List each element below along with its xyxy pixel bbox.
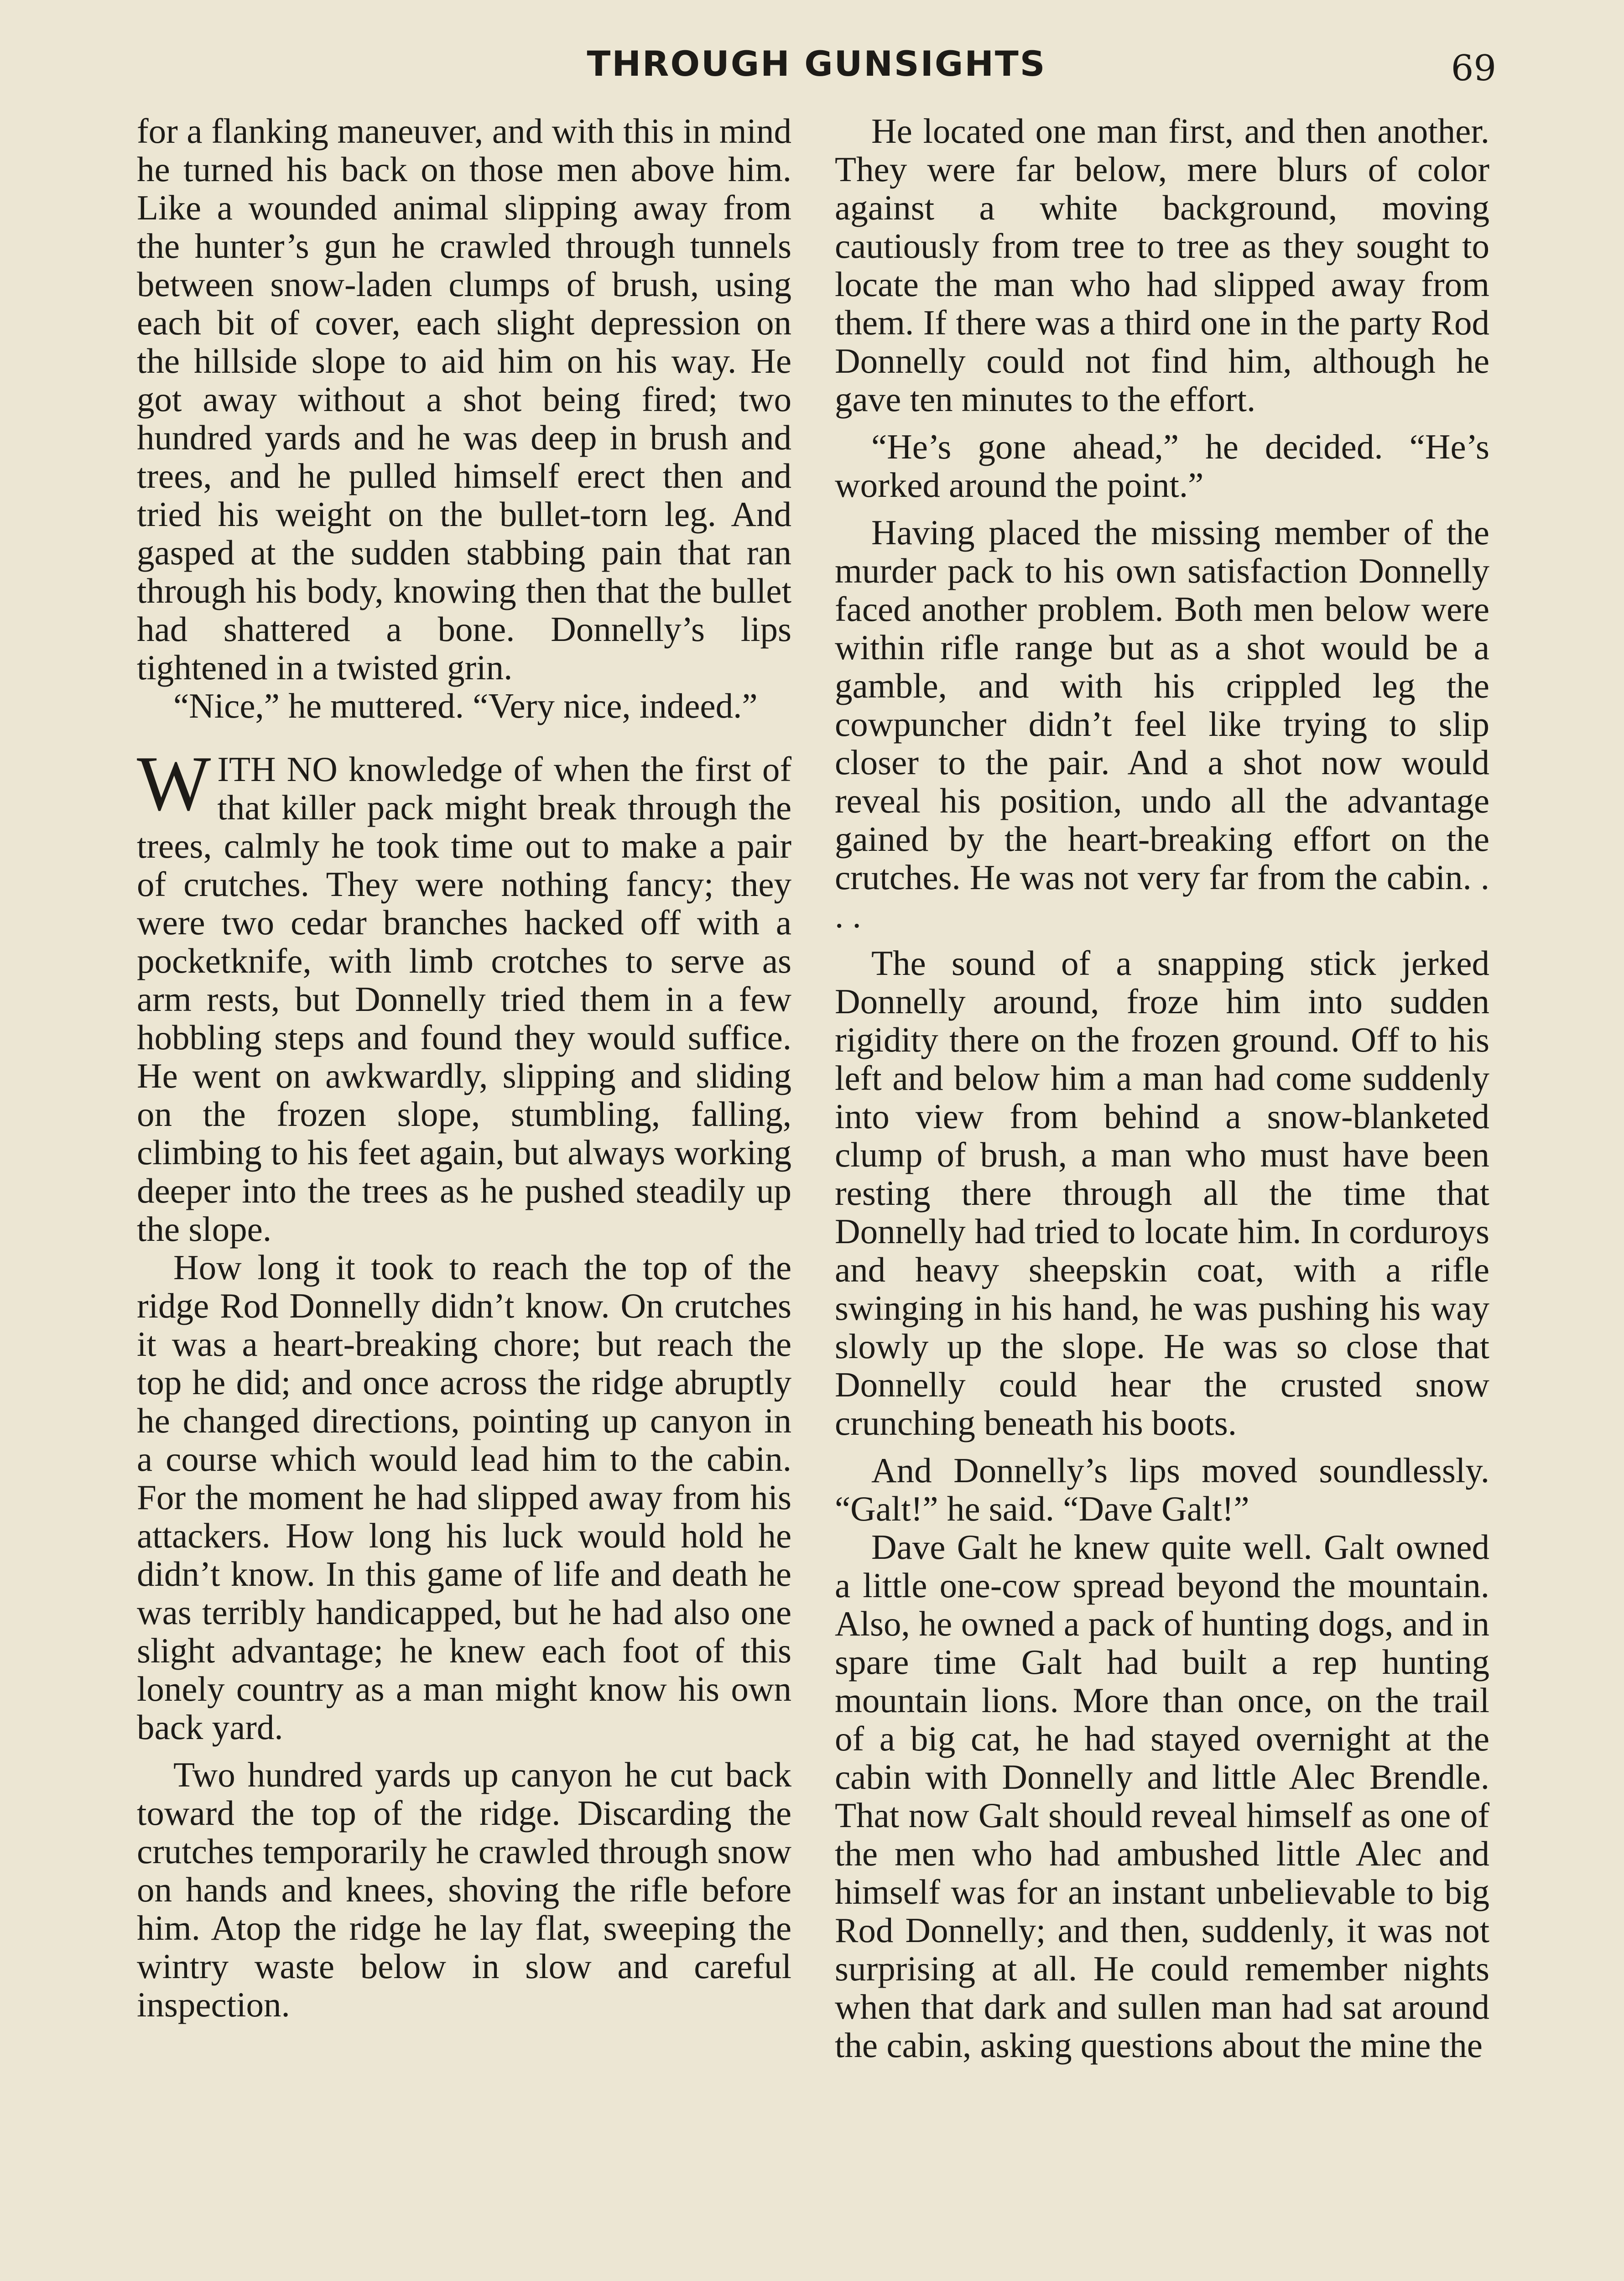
running-title: THROUGH GUNSIGHTS bbox=[587, 43, 1046, 84]
paragraph: And Donnelly’s lips moved soundlessly. “Galt!” he said. “Dave Galt!” bbox=[835, 1451, 1489, 1528]
drop-cap: W bbox=[137, 740, 211, 827]
section-opening-paragraph bbox=[137, 740, 791, 1249]
left-column bbox=[137, 112, 791, 2024]
right-column bbox=[835, 112, 1489, 2064]
paragraph-text: ITH NO knowledge of when the first of that killer pack might break through the trees, calmly he took time out to make a pair of crutches. They were nothing fancy; they were two cedar branches hacked off with a pocketknife, with limb crotches to serve as arm rests, but Donnelly tried them in a few hobbling steps and found they would suffice. He went on awkwardly, slipping and sliding on the frozen slope, stumbling, falling, climbing to his feet again, but always working deeper into the trees as he pushed steadily up the slope. bbox=[137, 750, 791, 1249]
paragraph: He located one man first, and then another. They were far below, mere blurs of color against a white background, moving cautiously from tree to tree as they sought to locate the man who had slipped away from them. If there was a third one in the party Rod Donnelly could not find him, although he gave ten minutes to the effort. bbox=[835, 111, 1489, 419]
page-header bbox=[137, 43, 1496, 98]
paragraph: “He’s gone ahead,” he decided. “He’s worked around the point.” bbox=[835, 427, 1489, 505]
page-number: 69 bbox=[1451, 48, 1496, 89]
paragraph: “Nice,” he muttered. “Very nice, indeed.” bbox=[173, 686, 758, 725]
paragraph: Two hundred yards up canyon he cut back toward the top of the ridge. Discarding the crutches temporarily he crawled through snow on hands and knees, shoving the rifle before him. Atop the ridge he lay flat, sweeping the wintry waste below in slow and careful inspection. bbox=[137, 1755, 791, 2024]
paragraph: for a flanking maneuver, and with this in mind he turned his back on those men above him. Like a wounded animal slipping away from the hunter’s gun he crawled through tunnels between snow-laden clumps of brush, using each bit of cover, each slight depression on the hillside slope to aid him on his way. He got away without a shot being fired; two hundred yards and he was deep in brush and trees, and he pulled himself erect then and tried his weight on the bullet-torn leg. And gasped at the sudden stabbing pain that ran through his body, knowing then that the bullet had shattered a bone. Donnelly’s lips tightened in a twisted grin. bbox=[137, 111, 791, 687]
paragraph: Having placed the missing member of the murder pack to his own satisfaction Donnelly faced another problem. Both men below were within rifle range but as a shot would be a gamble, and with his crippled leg the cowpuncher didn’t feel like trying to slip closer to the pair. And a shot now would reveal his position, undo all the advantage gained by the heart-breaking effort on the crutches. He was not very far from the cabin. . . . bbox=[835, 513, 1489, 935]
paragraph: The sound of a snapping stick jerked Donnelly around, froze him into sudden rigidity there on the frozen ground. Off to his left and below him a man had come suddenly into view from behind a snow-blanketed clump of brush, a man who must have been resting there through all the time that Donnelly had tried to locate him. In corduroys and heavy sheepskin coat, with a rifle swinging in his hand, he was pushing his way slowly up the slope. He was so close that Donnelly could hear the crusted snow crunching beneath his boots. bbox=[835, 943, 1489, 1443]
paragraph: How long it took to reach the top of the ridge Rod Donnelly didn’t know. On crutches it was a heart-breaking chore; but reach the top he did; and once across the ridge abruptly he changed directions, pointing up canyon in a course which would lead him to the cabin. For the moment he had slipped away from his attackers. How long his luck would hold he didn’t know. In this game of life and death he was terribly handicapped, but he had also one slight advantage; he knew each foot of this lonely country as a man might know his own back yard. bbox=[137, 1248, 791, 1747]
paragraph: Dave Galt he knew quite well. Galt owned a little one-cow spread beyond the mountain. Also, he owned a pack of hunting dogs, and in spare time Galt had built a rep hunting mountain lions. More than once, on the trail of a big cat, he had stayed overnight at the cabin with Donnelly and little Alec Brendle. That now Galt should reveal himself as one of the men who had ambushed little Alec and himself was for an instant unbelievable to big Rod Donnelly; and then, suddenly, it was not surprising at all. He could remember nights when that dark and sullen man had sat around the cabin, asking questions about the mine the bbox=[835, 1527, 1489, 2065]
